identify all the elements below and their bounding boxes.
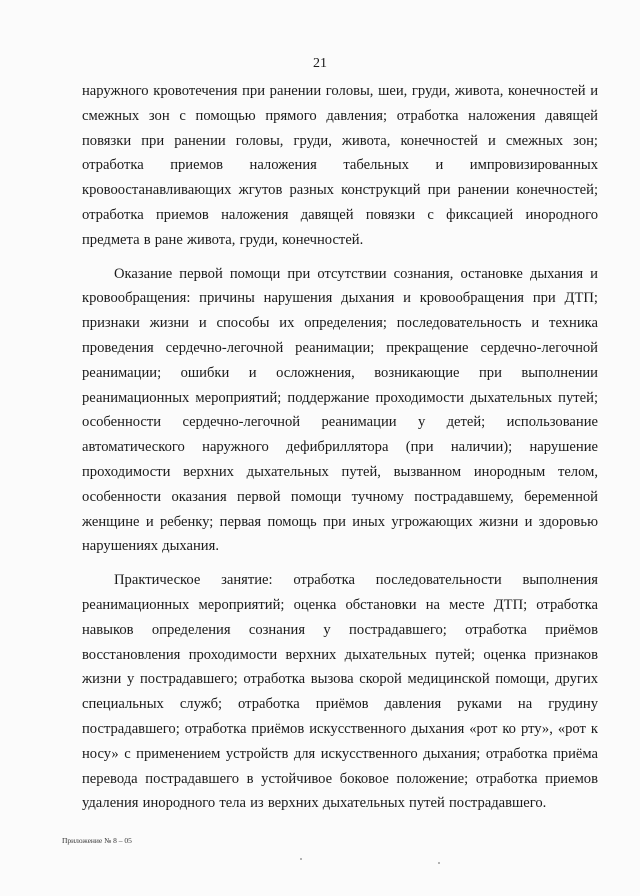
footer-appendix-note: Приложение № 8 – 05 bbox=[62, 836, 132, 845]
paragraph-practical-session: Практическое занятие: отработка последовательности выполнения реанимационных мероприятий; оценка обстановки на месте ДТП; отработка навыков определения сознания у пострадавшего; отработка приёмов восстановления проходимости верхних дыхательных путей; оценка признаков жизни у пострадавшего; отработка вызова скорой медицинской помощи, других специальных служб; отработка приёмов давления руками на грудину пострадавшего; отработка приёмов искусственного дыхания «рот ко рту», «рот к носу» с применением устройств для искусственного дыхания; отработка приёма перевода пострадавшего в устойчивое боковое положение; отработка приемов удаления инородного тела из верхних дыхательных путей пострадавшего. bbox=[82, 572, 598, 812]
scan-speck bbox=[300, 858, 302, 860]
document-body bbox=[82, 79, 598, 825]
paragraph-continuation: наружного кровотечения при ранении головы, шеи, груди, живота, конечностей и смежных зон с помощью прямого давления; отработка наложения давящей повязки при ранении головы, груди, живота, конечностей и смежных зон; отработка приемов наложения табельных и импровизированных кровоостанавливающих жгутов разных конструкций при ранении конечностей; отработка приемов наложения давящей повязки с фиксацией инородного предмета в ране живота, груди, конечностей. bbox=[82, 83, 598, 248]
scan-speck bbox=[438, 862, 440, 864]
paragraph-first-aid-theory: Оказание первой помощи при отсутствии сознания, остановке дыхания и кровообращения: причины нарушения дыхания и кровообращения при ДТП; признаки жизни и способы их определения; последовательность и техника проведения сердечно-легочной реанимации; прекращение сердечно-легочной реанимации; ошибки и осложнения, возникающие при выполнении реанимационных мероприятий; поддержание проходимости дыхательных путей; особенности сердечно-легочной реанимации у детей; использование автоматического наружного дефибриллятора (при наличии); нарушение проходимости верхних дыхательных путей, вызванном инородным телом, особенности оказания первой помощи тучному пострадавшему, беременной женщине и ребенку; первая помощь при иных угрожающих жизни и здоровью нарушениях дыхания. bbox=[82, 265, 598, 555]
page-number: 21 bbox=[313, 56, 327, 71]
